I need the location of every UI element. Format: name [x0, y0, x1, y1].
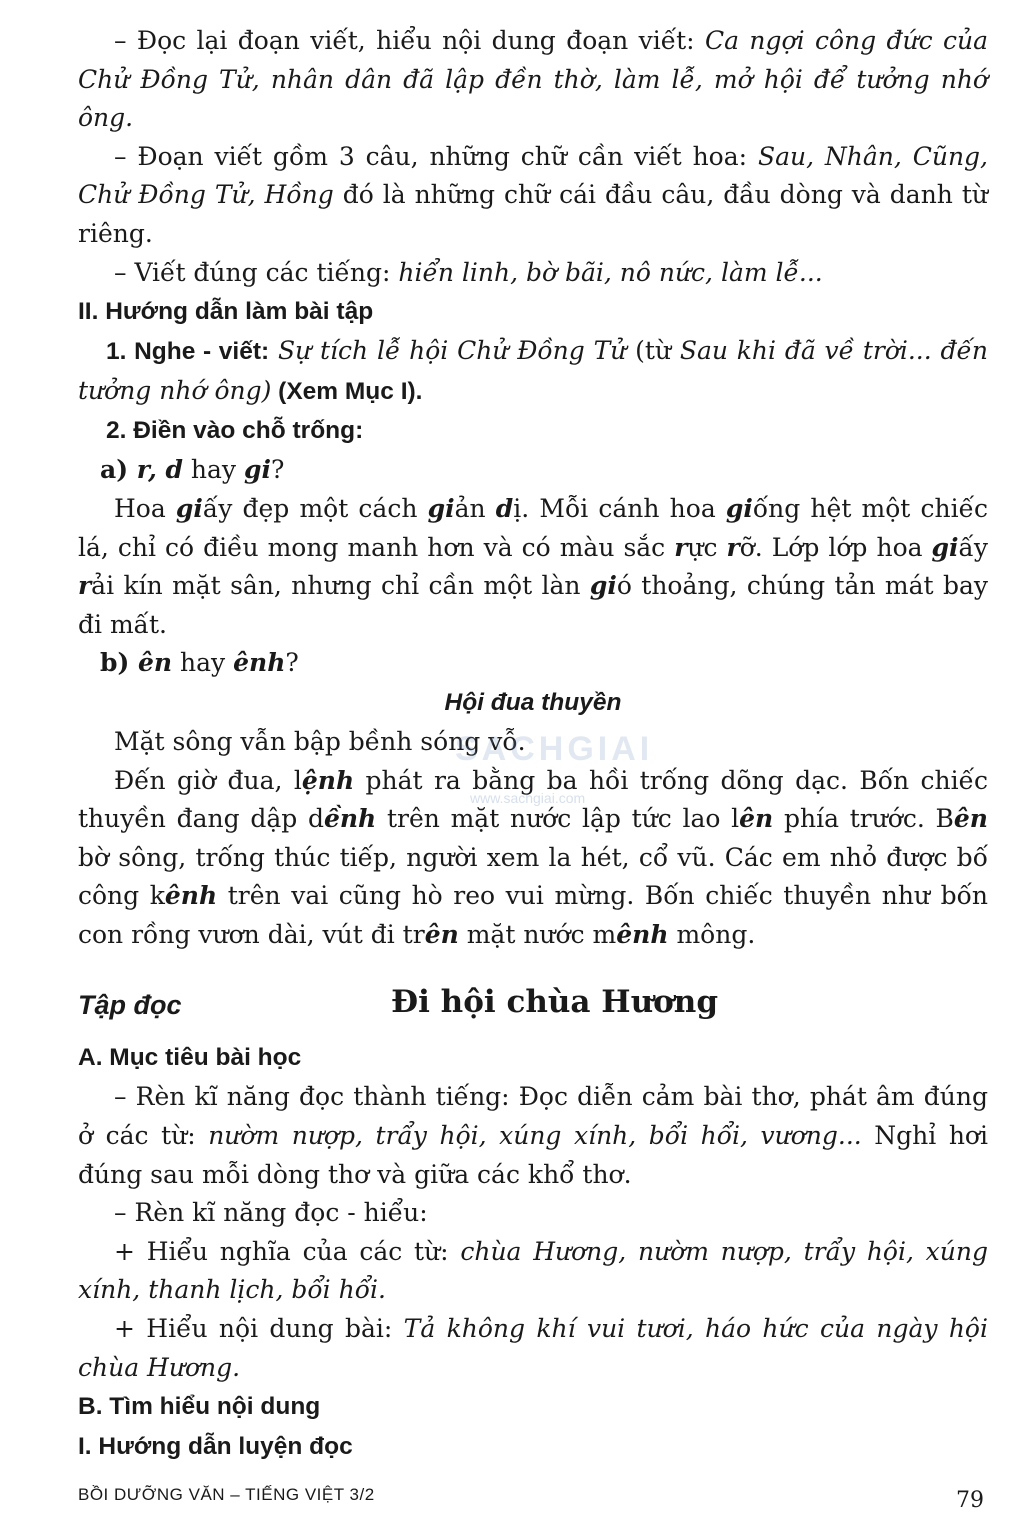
text-span: hay [182, 455, 245, 485]
intro-paragraph-2 [78, 138, 988, 254]
exercise-2-label: 2. Điền vào chỗ trống: [106, 417, 364, 445]
bold-italic-text: gi [244, 455, 271, 485]
text-span: – Đọc lại đoạn viết, hiểu nội dung đoạn viết: [114, 26, 705, 55]
filled-letters: ên [424, 919, 459, 949]
text-span: + Hiểu nghĩa của các từ: [114, 1236, 461, 1266]
exercise-1-label: 1. Nghe - viết: [106, 338, 270, 366]
watermark-url: www.sachgiai.com [470, 790, 586, 806]
text-span: trên mặt nước lập tức lao l [376, 804, 740, 834]
text-span: ải kín mặt sân, nhưng chỉ cần một làn [91, 571, 590, 601]
text-span: ị. Mỗi cánh hoa [513, 493, 726, 523]
poem-title: Hội đua thuyền [444, 688, 622, 716]
section-label: Tập đọc [78, 990, 182, 1021]
filled-letters: gi [589, 571, 617, 601]
text-span: – Rèn kĩ năng đọc thành tiếng: Đọc diễn cảm bài thơ, phát âm đúng ở các từ: [78, 1082, 988, 1151]
text-span: ? [271, 455, 285, 485]
filled-letters: ên [953, 804, 988, 834]
footer-book-title: BỒI DƯỠNG VĂN – TIẾNG VIỆT 3/2 [78, 1485, 375, 1504]
bold-text: b) [100, 648, 139, 678]
text-span: ỡ. Lớp lớp hoa [739, 532, 932, 562]
bold-italic-text: ên [138, 648, 173, 678]
text-span: trên vai cũng hò reo vui mừng. Bốn chiếc thuyền như bốn con rồng vươn dài, vút đi tr [78, 881, 988, 949]
textbook-page [78, 22, 988, 1467]
text-span: ực [687, 532, 727, 562]
text-span: ó thoảng, chúng tản mát bay đi mất. [78, 571, 988, 639]
filled-letters: gi [427, 493, 455, 523]
bold-text: a) [100, 455, 137, 485]
filled-letters: ềnh [323, 804, 377, 834]
text-span: ấy [958, 532, 988, 562]
italic-text: chùa Hương, nườm nượp, trẩy hội, xúng xính, thanh lịch, bổi hổi. [78, 1236, 988, 1305]
text-span: phía trước. B [773, 804, 954, 834]
italic-text: Sự tích lễ hội Chử Đồng Tử [277, 336, 627, 366]
heading-b: B. Tìm hiểu nội dung [78, 1393, 321, 1421]
filled-letters: gi [175, 493, 203, 523]
filled-letters: gi [931, 532, 959, 562]
italic-text: Tả không khí vui tươi, háo hức của ngày hội chùa Hương. [78, 1314, 988, 1382]
italic-text: Sau khi đã về trời... đến tưởng nhớ ông) [78, 336, 988, 405]
text-span: ống hệt một chiếc lá, chỉ có điều mong manh hơn và có màu sắc [78, 493, 988, 562]
page-number: 79 [956, 1488, 984, 1513]
lesson-paragraph-1 [78, 1078, 988, 1194]
bold-italic-text: r, d [136, 455, 183, 485]
lesson-title: Đi hội chùa Hương [391, 984, 718, 1021]
text-span: (từ [626, 336, 680, 366]
bold-italic-text: ênh [233, 648, 286, 678]
lesson-paragraph-2: – Rèn kĩ năng đọc - hiểu: [114, 1198, 428, 1228]
filled-letters: gi [725, 493, 753, 523]
filled-letters: ênh [164, 881, 218, 911]
part-b-label [78, 644, 988, 683]
lesson-header [78, 984, 988, 1038]
filled-letters: d [495, 493, 514, 523]
filled-letters: r [78, 571, 92, 601]
text-span: Đến giờ đua, l [114, 765, 302, 795]
text-span: Hoa [114, 493, 176, 523]
intro-paragraph-3 [78, 254, 988, 293]
intro-paragraph-1 [78, 22, 988, 138]
italic-text: nườm nượp, trẩy hội, xúng xính, bổi hổi, vương... [208, 1121, 862, 1151]
part-a-label [78, 451, 988, 490]
exercise-1 [78, 332, 988, 411]
text-span: bờ sông, trống thúc tiếp, người xem la hét, cổ vũ. Các em nhỏ được bố công k [78, 842, 988, 911]
italic-text: Ca ngợi công đức của Chử Đồng Tử, nhân dân đã lập đền thờ, làm lễ, mở hội để tưởng nhớ ông. [78, 26, 988, 133]
filled-letters: ênh [616, 919, 669, 949]
text-span: mặt nước m [458, 919, 617, 949]
italic-text: Sau, Nhân, Cũng, Chử Đồng Tử, Hồng [78, 141, 988, 210]
part-a-paragraph [78, 490, 988, 644]
text-span: đó là những chữ cái đầu câu, đầu dòng và danh từ riêng. [78, 180, 988, 248]
filled-letters: ệnh [301, 765, 355, 795]
text-span: ? [285, 648, 299, 678]
text-span: Nghỉ hơi đúng sau mỗi dòng thơ và giữa các khổ thơ. [78, 1121, 988, 1189]
filled-letters: ên [739, 804, 774, 834]
filled-letters: r [726, 532, 740, 562]
text-span: mông. [668, 919, 756, 949]
lesson-paragraph-3 [78, 1233, 988, 1310]
text-span: hay [172, 648, 234, 678]
heading-b1: I. Hướng dẫn luyện đọc [78, 1433, 353, 1461]
italic-text: hiển linh, bờ bãi, nô nức, làm lễ... [398, 257, 823, 287]
text-span: – Đoạn viết gồm 3 câu, những chữ cần viết hoa: [114, 141, 758, 171]
text-span: – Viết đúng các tiếng: [114, 257, 399, 287]
exercises-heading: II. Hướng dẫn làm bài tập [78, 298, 374, 326]
bold-text: (Xem Mục I). [271, 377, 423, 405]
text-span: ản [454, 493, 496, 523]
lesson-paragraph-4 [78, 1310, 988, 1387]
filled-letters: r [674, 532, 688, 562]
heading-a: A. Mục tiêu bài học [78, 1044, 302, 1072]
part-b-line-1: Mặt sông vẫn bập bềnh sóng vỗ. [114, 726, 526, 756]
text-span: phát ra bằng ba hồi trống dõng dạc. Bốn chiếc thuyền đang dập d [78, 765, 988, 834]
watermark-logo: SACHGIAI [455, 730, 654, 768]
text-span: ấy đẹp một cách [202, 493, 428, 523]
text-span: + Hiểu nội dung bài: [114, 1314, 404, 1344]
part-b-paragraph [78, 762, 988, 955]
